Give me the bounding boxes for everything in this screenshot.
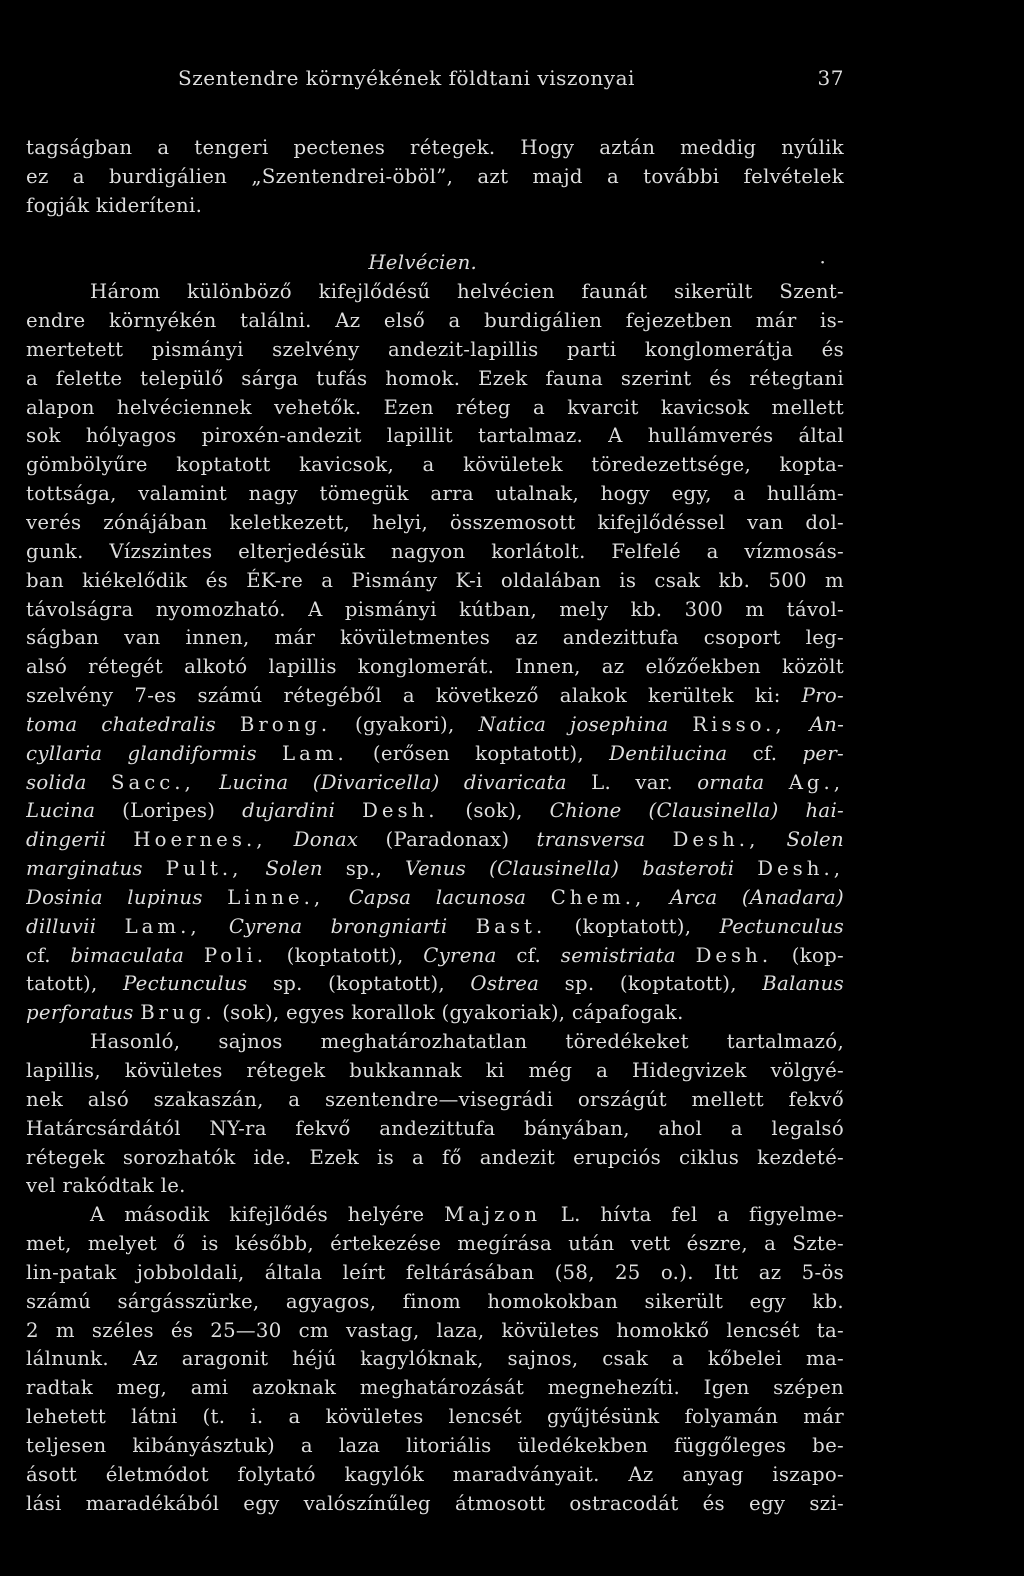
text-run <box>257 742 282 765</box>
text-run <box>87 771 111 794</box>
text-run <box>216 713 240 736</box>
text-line <box>26 1086 844 1115</box>
text-line <box>26 1317 844 1346</box>
text-run <box>786 713 810 736</box>
italic-text: Dentilucina <box>609 741 728 765</box>
text-run <box>143 857 166 880</box>
text-run: (gyakori), <box>331 712 479 736</box>
text-line <box>26 1230 844 1259</box>
spaced-author-text: Sacc., <box>111 770 195 794</box>
text-run: ásott életmódot folytató kagylók maradványait. Az anyag iszapo- <box>26 1462 844 1486</box>
text-run: sp. (koptatott), <box>247 972 471 996</box>
text-run <box>734 857 757 880</box>
text-run: (koptatott), <box>267 943 424 967</box>
text-run: (Paradonax) <box>358 828 537 852</box>
text-line <box>26 769 844 798</box>
text-line <box>26 884 844 913</box>
text-run: (sok), egyes korallok (gyakoriak), cápafogak. <box>215 1001 684 1025</box>
text-line <box>26 336 844 365</box>
spaced-author-text: Desh., <box>672 828 760 852</box>
text-line <box>26 711 844 740</box>
text-run: ban kiékelődik és ÉK-re a Pismány K-i oldalában is csak kb. 500 m <box>26 568 844 592</box>
italic-text: dujardini <box>242 799 336 823</box>
text-line <box>26 653 844 682</box>
text-run: tatott), <box>26 972 124 996</box>
text-run: teljesen kibányásztuk) a laza litoriális üledékekben függőleges be- <box>26 1433 844 1457</box>
text-run: A második kifejlődés helyére <box>90 1203 445 1227</box>
text-line <box>26 855 844 884</box>
italic-text: Arca (Anadara) <box>669 885 844 909</box>
text-run: gunk. Vízszintes elterjedésük nagyon korlátolt. Felfelé a vízmosás- <box>26 539 844 563</box>
text-line <box>26 624 844 653</box>
text-line <box>26 826 844 855</box>
text-run: sok hólyagos piroxén-andezit lapillit tartalmaz. A hullámverés által <box>26 424 844 448</box>
italic-text: dingerii <box>26 828 107 852</box>
text-run <box>106 828 133 851</box>
text-run: fogják kideríteni. <box>26 193 203 217</box>
text-run: ez a burdigálien „Szentendrei-öböl”, azt majd a további felvételek <box>26 164 844 188</box>
spaced-author-text: Brong. <box>239 712 332 736</box>
text-line <box>26 797 844 826</box>
text-run <box>668 713 692 736</box>
text-run <box>764 771 788 794</box>
italic-text: solida <box>26 770 87 794</box>
italic-text: cyllaria glandiformis <box>26 741 257 765</box>
text-run: alapon helvéciennek vehetők. Ezen réteg a kvarcit kavicsok mellett <box>26 395 844 419</box>
text-run <box>184 944 204 967</box>
text-run: gömbölyűre koptatott kavicsok, a kövületek töredezettsége, kopta- <box>26 453 844 477</box>
text-run: lehetett látni (t. i. a kövületes lencsét gyűjtésünk folyamán már <box>26 1405 844 1429</box>
spaced-author-text: Chem., <box>550 885 646 909</box>
italic-text: ornata <box>697 770 765 794</box>
text-line <box>26 365 844 394</box>
text-run: L. var. <box>566 770 698 794</box>
italic-text: Donax <box>293 828 359 852</box>
blank-line <box>26 221 844 250</box>
text-line <box>26 538 844 567</box>
text-line <box>26 942 844 971</box>
text-line <box>26 1172 844 1201</box>
section-heading <box>26 249 844 278</box>
running-title: Szentendre környékének földtani viszonyai <box>178 66 635 90</box>
text-run: Hasonló, sajnos meghatározhatatlan töredékeket tartalmazó, <box>90 1030 844 1054</box>
italic-text: dilluvii <box>26 914 97 938</box>
italic-text: Capsa lacunosa <box>348 885 527 909</box>
text-run: L. hívta fel a figyelme- <box>541 1203 844 1227</box>
italic-text: Cyrena brongniarti <box>228 914 448 938</box>
text-run: szelvény 7-es számú rétegéből a következő alakok kerültek ki: <box>26 684 802 708</box>
text-run: tottsága, valamint nagy tömegük arra utalnak, hogy egy, a hullám- <box>26 482 844 506</box>
text-run: tagságban a tengeri pectenes rétegek. Hogy aztán meddig nyúlik <box>26 136 844 159</box>
text-run: Határcsárdától NY-ra fekvő andezittufa bányában, ahol a legalsó <box>26 1116 844 1140</box>
stray-mark: · <box>819 251 826 275</box>
italic-text: perforatus <box>26 1001 134 1025</box>
spaced-author-text: Bast. <box>475 914 547 938</box>
text-run <box>645 828 672 851</box>
text-line <box>26 596 844 625</box>
text-run: (Loripes) <box>95 799 243 823</box>
text-line <box>26 1259 844 1288</box>
italic-text: Solen <box>265 857 323 881</box>
text-run: cf. <box>26 943 71 967</box>
italic-text: Venus (Clausinella) basteroti <box>405 857 735 881</box>
spaced-author-text: Ag., <box>788 770 844 794</box>
text-line <box>26 307 844 336</box>
text-run: radtak meg, ami azoknak meghatározását megnehezíti. Igen szépen <box>26 1376 844 1400</box>
text-run: alsó rétegét alkotó lapillis konglomerát. Innen, az előzőekben közölt <box>26 655 844 679</box>
text-run: lin-patak jobboldali, általa leírt feltárásában (58, 25 o.). Itt az 5-ös <box>26 1260 844 1284</box>
spaced-author-text: Linne., <box>227 885 325 909</box>
text-run: 2 m széles és 25—30 cm vastag, laza, kövületes homokkő lencsét ta- <box>26 1318 844 1342</box>
spaced-author-text: Desh. <box>362 799 439 823</box>
italic-text: bimaculata <box>70 943 185 967</box>
text-run <box>759 828 786 851</box>
text-run: cf. <box>496 943 561 967</box>
spaced-author-text: Pult., <box>165 857 243 881</box>
text-run: endre környékén találni. Az első a burdigálien fejezetben már is- <box>26 309 844 333</box>
text-run <box>201 915 229 938</box>
text-run <box>645 886 669 909</box>
text-line <box>26 163 844 192</box>
text-run: rétegek sorozhatók ide. Ezek is a fő andezit erupciós ciklus kezdeté- <box>26 1145 844 1169</box>
text-line <box>26 1490 844 1519</box>
text-run: lapillis, kövületes rétegek bukkannak ki még a Hidegvizek völgyé- <box>26 1059 844 1082</box>
italic-text: Ostrea <box>470 972 540 996</box>
text-run: sp. (koptatott), <box>539 972 763 996</box>
text-line <box>26 278 844 307</box>
italic-text: Balanus <box>762 972 844 996</box>
italic-text: Solen <box>786 828 844 852</box>
text-line <box>26 451 844 480</box>
text-run: a felette települő sárga tufás homok. Ezek fauna szerint és rétegtani <box>26 366 844 390</box>
italic-text: Chione (Clausinella) hai- <box>549 799 844 823</box>
text-line <box>26 1288 844 1317</box>
text-run: mertetett pismányi szelvény andezit-lapillis parti konglomerátja és <box>26 337 844 361</box>
text-run: (kop- <box>772 943 844 967</box>
spaced-author-text: Majzon <box>444 1203 542 1227</box>
text-line <box>26 1115 844 1144</box>
text-run: (koptatott), <box>546 914 720 938</box>
spaced-author-text: Desh., <box>757 857 844 881</box>
text-line <box>26 682 844 711</box>
text-run: lálnunk. Az aragonit héjú kagylóknak, sajnos, csak a kőbelei ma- <box>26 1347 844 1371</box>
text-line <box>26 999 844 1028</box>
italic-text: marginatus <box>26 857 143 881</box>
text-run <box>195 771 219 794</box>
text-line <box>26 422 844 451</box>
italic-text: toma chatedralis <box>26 712 216 736</box>
text-run: ságban van innen, már kövületmentes az andezittufa csoport leg- <box>26 626 844 650</box>
text-line <box>26 567 844 596</box>
text-run <box>447 915 475 938</box>
text-run: Három különböző kifejlődésű helvécien faunát sikerült Szent- <box>90 280 844 304</box>
page-number: 37 <box>817 66 844 90</box>
text-line <box>26 1028 844 1057</box>
italic-text: Lucina (Divaricella) divaricata <box>219 770 567 794</box>
body-text <box>26 134 844 1519</box>
text-run <box>335 799 362 822</box>
italic-text: Natica josephina <box>478 712 669 736</box>
spaced-author-text: Brug. <box>140 1001 216 1025</box>
text-run: (sok), <box>438 799 550 823</box>
text-run <box>242 857 265 880</box>
italic-text: per- <box>802 741 844 765</box>
text-line <box>26 1432 844 1461</box>
spaced-author-text: Risso., <box>692 712 786 736</box>
spaced-author-text: Lam. <box>282 741 348 765</box>
italic-text: semistriata <box>560 943 676 967</box>
italic-text: Lucina <box>26 799 96 823</box>
spaced-author-text: Desh. <box>695 943 773 967</box>
running-header <box>26 66 844 98</box>
spaced-author-text: Hoernes., <box>133 828 267 852</box>
italic-text: Pectunculus <box>719 914 844 938</box>
text-run: lási maradékából egy valószínűleg átmosott ostracodát és egy szi- <box>26 1491 844 1515</box>
italic-text: Pro- <box>801 684 844 708</box>
italic-text: An- <box>809 712 844 736</box>
italic-text: Pectunculus <box>123 972 248 996</box>
text-line <box>26 134 844 163</box>
text-line <box>26 970 844 999</box>
text-line <box>26 1374 844 1403</box>
text-run <box>96 915 124 938</box>
italic-text: transversa <box>536 828 646 852</box>
text-line <box>26 1201 844 1230</box>
text-run: met, melyet ő is később, értekezése megírása után vett észre, a Szte- <box>26 1232 844 1256</box>
spaced-author-text: Lam., <box>124 914 201 938</box>
text-run: cf. <box>727 741 803 765</box>
text-line <box>26 1461 844 1490</box>
text-line <box>26 394 844 423</box>
text-run: verés zónájában keletkezett, helyi, összemosott kifejlődéssel van dol- <box>26 510 844 534</box>
text-run: nek alsó szakaszán, a szentendre—visegrádi országút mellett fekvő <box>26 1087 844 1111</box>
italic-text: Dosinia lupinus <box>26 885 203 909</box>
text-line <box>26 1057 844 1086</box>
text-run <box>203 886 227 909</box>
text-run <box>676 944 696 967</box>
text-run: távolságra nyomozható. A pismányi kútban, mely kb. 300 m távol- <box>26 597 844 621</box>
text-line <box>26 1403 844 1432</box>
text-line <box>26 192 844 221</box>
text-run <box>266 828 293 851</box>
italic-text: Helvécien. <box>368 251 478 275</box>
text-line <box>26 480 844 509</box>
text-line <box>26 509 844 538</box>
text-line <box>26 913 844 942</box>
text-run: számú sárgásszürke, agyagos, finom homokokban sikerült egy kb. <box>26 1289 844 1313</box>
italic-text: Cyrena <box>423 943 497 967</box>
text-run: vel rakódtak le. <box>26 1174 186 1198</box>
text-run <box>526 886 550 909</box>
text-run: sp., <box>322 857 406 881</box>
text-line <box>26 740 844 769</box>
spaced-author-text: Poli. <box>203 943 267 967</box>
text-run <box>324 886 348 909</box>
text-line <box>26 1345 844 1374</box>
text-run: (erősen koptatott), <box>347 741 610 765</box>
text-line <box>26 1144 844 1173</box>
